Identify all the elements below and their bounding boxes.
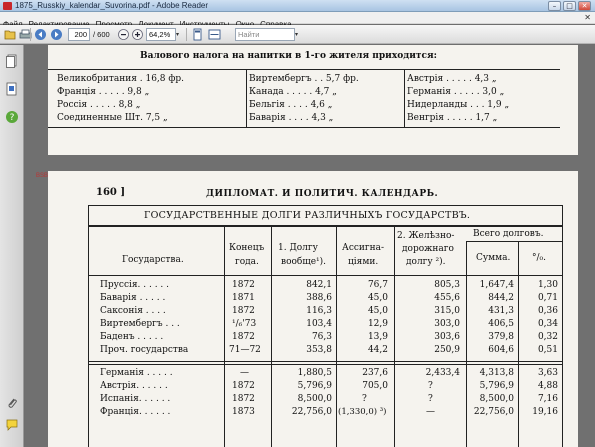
minimize-button[interactable]: – <box>548 1 561 11</box>
table-cell: ¹/₆'73 <box>232 319 257 329</box>
table-cell: 1872 <box>232 306 255 316</box>
page1-row2-col3: Германія . . . . . 3,0 „ <box>407 87 505 97</box>
pdf-page-199 <box>48 45 578 155</box>
help-panel-icon[interactable] <box>5 109 19 123</box>
table-cell: 1,647,4 <box>479 280 514 290</box>
table-cell: ? <box>428 394 433 404</box>
table-cell: 76,3 <box>311 332 332 342</box>
table-cell: 0,71 <box>537 293 558 303</box>
title-bar <box>0 0 595 12</box>
table-cell: 1,880,5 <box>297 368 332 378</box>
table-cell: 0,51 <box>537 345 558 355</box>
table-cell: Австрія. . . . . . <box>100 381 168 391</box>
page1-row1-col1: Великобритания . 16,8 фр. <box>57 74 185 84</box>
menu-bar <box>0 12 595 24</box>
table-cell: 1873 <box>232 407 255 417</box>
running-head: ДИПЛОМАТ. И ПОЛИТИЧ. КАЛЕНДАРЬ. <box>206 189 439 199</box>
maximize-button[interactable]: □ <box>563 1 576 11</box>
table-cell: 455,6 <box>434 293 460 303</box>
zoom-in-icon[interactable] <box>131 28 144 41</box>
table-cell: 1872 <box>232 280 255 290</box>
close-document-icon[interactable]: ✕ <box>584 13 591 22</box>
table-cell: 842,1 <box>306 280 332 290</box>
page1-row2-col2: Канада . . . . . 4,7 „ <box>249 87 337 97</box>
page1-row3-col3: Нидерланды . . . 1,9 „ <box>407 100 510 110</box>
page-number: 160 ] <box>96 187 126 198</box>
page1-row4-col1: Соединенные Шт. 7,5 „ <box>57 113 168 123</box>
header-total: Всего долговъ. <box>473 229 544 239</box>
page1-row1-col3: Австрія . . . . . 4,3 „ <box>407 74 497 84</box>
pages-panel-icon[interactable] <box>5 53 19 67</box>
table-cell: 5,796,9 <box>479 381 514 391</box>
table-cell: 237,6 <box>362 368 388 378</box>
table-cell: 1,30 <box>537 280 558 290</box>
fit-width-icon[interactable] <box>208 28 221 41</box>
table-cell: Пруссія. . . . . . <box>100 280 170 290</box>
table-cell: 4,313,8 <box>479 368 514 378</box>
zoom-level-field[interactable]: 64,2% <box>146 28 176 41</box>
table-cell: Баденъ . . . . . <box>100 332 164 342</box>
toolbar <box>0 25 595 44</box>
header-sum: Сумма. <box>476 253 511 263</box>
zoom-dropdown-icon[interactable]: ▾ <box>176 31 180 38</box>
search-field[interactable]: Найти <box>235 28 295 41</box>
header-end-year-1: Конецъ <box>229 243 265 253</box>
table-cell: Франція. . . . . . <box>100 407 171 417</box>
table-cell: 844,2 <box>488 293 514 303</box>
table-cell: 604,6 <box>488 345 514 355</box>
table-cell: 379,8 <box>488 332 514 342</box>
table-cell: 13,9 <box>367 332 388 342</box>
table-cell: — <box>240 368 249 378</box>
table-cell: (1,330,0) ³) <box>338 407 387 417</box>
table-cell: — <box>426 407 435 417</box>
page1-row3-col2: Бельгія . . . . 4,6 „ <box>249 100 333 110</box>
table-cell: 1872 <box>232 332 255 342</box>
page1-row3-col1: Россія . . . . . 8,8 „ <box>57 100 141 110</box>
table-cell: 303,0 <box>434 319 460 329</box>
header-assign-2: ціями. <box>348 257 379 267</box>
table-cell: 8,500,0 <box>297 394 332 404</box>
table-cell: Испанія. . . . . . <box>100 394 171 404</box>
search-dropdown-icon[interactable]: ▾ <box>295 31 299 38</box>
table-cell: 805,3 <box>434 280 460 290</box>
table-cell: 388,6 <box>306 293 332 303</box>
attachments-panel-icon[interactable] <box>5 81 19 95</box>
table-cell: 45,0 <box>367 306 388 316</box>
previous-page-icon[interactable] <box>34 28 47 41</box>
table-cell: 0,34 <box>537 319 558 329</box>
pdf-page-200 <box>36 171 578 447</box>
table-cell: Германія . . . . . <box>100 368 173 378</box>
table-cell: 1872 <box>232 381 255 391</box>
close-window-button[interactable]: ✕ <box>578 1 591 11</box>
table-cell: 44,2 <box>367 345 388 355</box>
table-cell: 353,8 <box>306 345 332 355</box>
table-cell: ? <box>428 381 433 391</box>
table-cell: 250,9 <box>434 345 460 355</box>
comment-icon[interactable] <box>5 417 19 431</box>
page-total-label: / 600 <box>93 30 110 39</box>
table-cell: 7,16 <box>537 394 558 404</box>
header-pct: °/₀. <box>532 253 547 263</box>
fit-page-icon[interactable] <box>191 28 204 41</box>
table-cell: 22,756,0 <box>291 407 332 417</box>
table-cell: 3,63 <box>537 368 558 378</box>
paperclip-icon[interactable] <box>5 395 19 409</box>
next-page-icon[interactable] <box>50 28 63 41</box>
table-cell: 0,32 <box>537 332 558 342</box>
header-assign-1: Ассигна- <box>342 243 385 253</box>
zoom-out-icon[interactable] <box>117 28 130 41</box>
header-rail-2: дорожнаго <box>402 244 454 254</box>
table-cell: 0,36 <box>537 306 558 316</box>
table-cell: 705,0 <box>362 381 388 391</box>
page1-row4-col3: Венгрія . . . . . 1,7 „ <box>407 113 498 123</box>
header-debt-1: 1. Долгу <box>278 243 318 253</box>
page1-row1-col2: Виртембергъ . . 5,7 фр. <box>249 74 359 84</box>
table-cell: 315,0 <box>434 306 460 316</box>
page1-row4-col2: Баварія . . . . 4,3 „ <box>249 113 334 123</box>
adobe-reader-app-icon <box>3 2 12 10</box>
navigation-panel <box>0 45 24 447</box>
table-cell: 2,433,4 <box>425 368 460 378</box>
table-cell: Баварія . . . . . <box>100 293 166 303</box>
open-icon[interactable] <box>4 28 17 41</box>
table-cell: 1871 <box>232 293 255 303</box>
page-number-field[interactable]: 200 <box>68 28 90 41</box>
document-area[interactable] <box>25 45 595 447</box>
table-cell: Саксонія . . . . <box>100 306 166 316</box>
table-cell: Проч. государства <box>100 345 189 355</box>
table-cell: ? <box>362 394 367 404</box>
page1-row2-col1: Франція . . . . . 9,8 „ <box>57 87 150 97</box>
table-cell: 1872 <box>232 394 255 404</box>
table-cell: 76,7 <box>367 280 388 290</box>
header-state: Государства. <box>122 255 184 265</box>
table-cell: 8,500,0 <box>479 394 514 404</box>
page1-heading: Валового налога на напитки в 1-го жителя приходится: <box>140 51 437 61</box>
table-cell: 5,796,9 <box>297 381 332 391</box>
library-stamp: BSB <box>36 173 49 179</box>
svg-text:?: ? <box>9 113 15 123</box>
table-cell: 19,16 <box>532 407 558 417</box>
table-cell: 45,0 <box>367 293 388 303</box>
table-cell: 4,88 <box>537 381 558 391</box>
header-rail-3: долгу ²). <box>406 257 446 267</box>
table-cell: Виртембергъ . . . <box>100 319 180 329</box>
header-end-year-2: года. <box>235 257 259 267</box>
table-cell: 12,9 <box>367 319 388 329</box>
table-cell: 431,3 <box>488 306 514 316</box>
table-cell: 303,6 <box>434 332 460 342</box>
table-title: ГОСУДАРСТВЕННЫЕ ДОЛГИ РАЗЛИЧНЫХЪ ГОСУДАРСТВЪ. <box>144 210 471 221</box>
table-cell: 103,4 <box>306 319 332 329</box>
window-title: 1875_Russkiy_kalendar_Suvorina.pdf - Adobe Reader <box>15 1 209 10</box>
table-cell: 22,756,0 <box>473 407 514 417</box>
table-cell: 116,3 <box>306 306 332 316</box>
header-rail-1: 2. Желѣзно- <box>397 231 455 241</box>
header-debt-2: вообще¹). <box>281 257 326 267</box>
table-cell: 406,5 <box>488 319 514 329</box>
table-cell: 71—72 <box>229 345 261 355</box>
